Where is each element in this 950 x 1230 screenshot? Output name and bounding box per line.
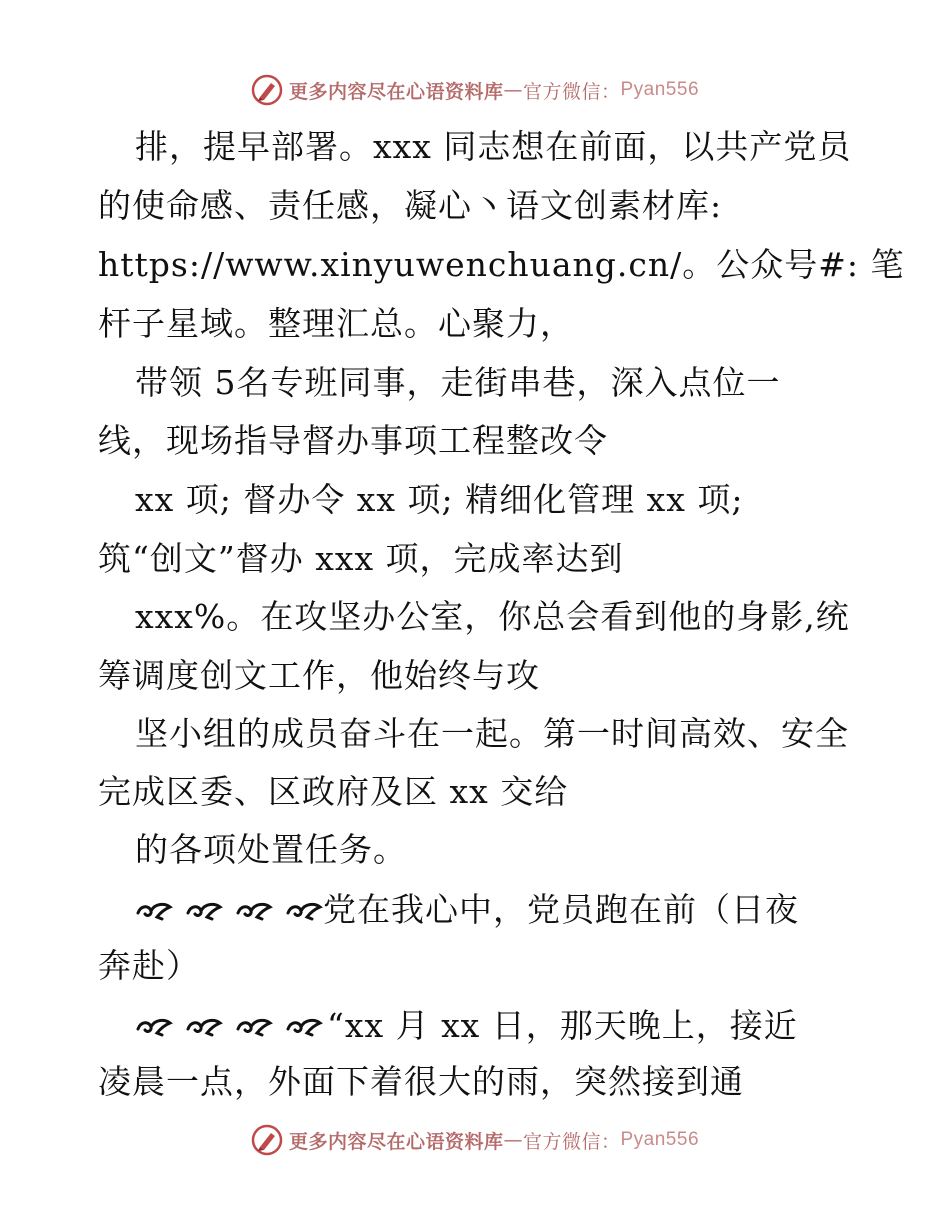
watermark-site: 更多内容尽在心语资料库 bbox=[288, 1130, 504, 1153]
text-line: xx 项; 督办令 xx 项; 精细化管理 xx 项; bbox=[135, 480, 744, 519]
watermark-label: 官方微信： bbox=[522, 1130, 621, 1153]
text-line: 坚小组的成员奋斗在一起。第一时间高效、安全 bbox=[135, 714, 849, 753]
pen-logo-icon bbox=[251, 1124, 283, 1156]
ornament-icon bbox=[285, 1015, 323, 1037]
text-line: 的使命感、责任感，凝心丶语文创素材库: bbox=[98, 186, 723, 225]
ornament-icon bbox=[185, 1015, 223, 1037]
text-line: 筹调度创文工作，他始终与攻 bbox=[98, 656, 540, 695]
watermark-id: Pyan556 bbox=[620, 1129, 700, 1150]
ornament-icon bbox=[235, 1015, 273, 1037]
text-line: 杆子星域。整理汇总。心聚力， bbox=[98, 304, 574, 343]
text-line: “xx 月 xx 日，那天晚上，接近 bbox=[327, 1006, 798, 1045]
text-line: xxx%。在攻坚办公室，你总会看到他的身影,统 bbox=[135, 597, 850, 636]
text-line: 的各项处置任务。 bbox=[135, 830, 407, 869]
header-watermark bbox=[0, 70, 950, 110]
ornament-icon bbox=[135, 899, 173, 921]
watermark-label: 官方微信： bbox=[522, 80, 621, 103]
footer-watermark bbox=[0, 1120, 950, 1160]
pen-logo-icon bbox=[251, 74, 283, 106]
bullet-line bbox=[135, 1004, 798, 1044]
watermark-site: 更多内容尽在心语资料库 bbox=[288, 80, 504, 103]
text-line: 筑“创文”督办 xxx 项，完成率达到 bbox=[98, 539, 624, 578]
text-line: 完成区委、区政府及区 xx 交给 bbox=[98, 772, 569, 811]
text-line: 凌晨一点，外面下着很大的雨，突然接到通 bbox=[98, 1062, 744, 1101]
text-line: 带领 5名专班同事，走街串巷，深入点位一 bbox=[135, 363, 781, 402]
watermark-id: Pyan556 bbox=[620, 79, 700, 100]
watermark-dash: — bbox=[503, 1129, 523, 1151]
watermark-dash: — bbox=[503, 79, 523, 101]
ornament-icon bbox=[135, 1015, 173, 1037]
ornament-icon bbox=[185, 899, 223, 921]
ornament-icon bbox=[285, 899, 323, 921]
ornament-icon bbox=[235, 899, 273, 921]
text-line: 线，现场指导督办事项工程整改令 bbox=[98, 421, 608, 460]
bullet-line bbox=[135, 888, 799, 928]
text-line: 排，提早部署。xxx 同志想在前面，以共产党员 bbox=[135, 127, 852, 166]
text-line: 党在我心中，党员跑在前（日夜 bbox=[323, 890, 799, 929]
text-line: https://www.xinyuwenchuang.cn/。公众号#: 笔 bbox=[98, 245, 905, 284]
text-line: 奔赴） bbox=[98, 946, 200, 985]
